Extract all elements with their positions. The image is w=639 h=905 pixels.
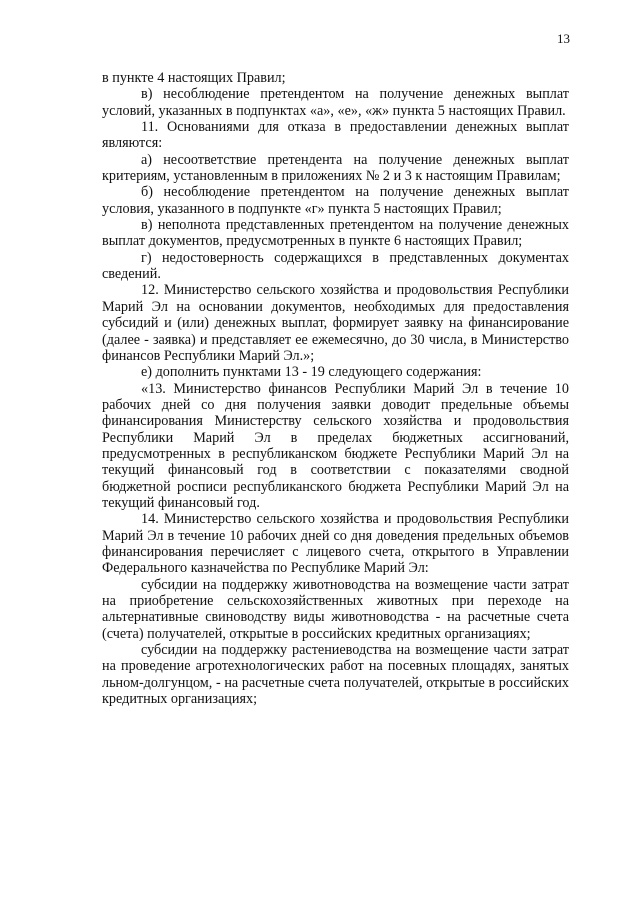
document-body	[102, 70, 569, 707]
paragraph-item-a: а) несоответствие претендента на получение денежных выплат критериям, установленным в приложениях № 2 и 3 к настоящим Правилам;	[102, 151, 569, 185]
paragraph-subsidy-crops: субсидии на поддержку растениеводства на возмещение части затрат на проведение агротехнологических работ на посевных площадях, занятых льном-долгунцом, - на расчетные счета получателей, открытые в российских кредитных организациях;	[102, 642, 569, 708]
paragraph-12: 12. Министерство сельского хозяйства и продовольствия Республики Марий Эл на основании документов, необходимых для предоставления субсидий и (или) денежных выплат, формирует заявку на финансирование (далее - заявка) и представляет ее ежемесячно, до 30 числа, в Министерство финансов Республики Марий Эл.»;	[102, 282, 569, 364]
paragraph-item-b: б) несоблюдение претендентом на получение денежных выплат условия, указанного в подпункте «г» пункта 5 настоящих Правил;	[102, 184, 569, 217]
paragraph-14: 14. Министерство сельского хозяйства и продовольствия Республики Марий Эл в течение 10 рабочих дней со дня доведения предельных объемов финансирования перечисляет с лицевого счета, открытого в Управлении Федерального казначейства по Республике Марий Эл:	[102, 511, 569, 577]
paragraph-item-g: г) недостоверность содержащихся в представленных документах сведений.	[102, 249, 569, 283]
paragraph-13: «13. Министерство финансов Республики Марий Эл в течение 10 рабочих дней со дня получения заявки доводит предельные объемы финансирования Министерству сельского хозяйства и продовольствия Республики Марий Эл в пределах бюджетных ассигнований, предусмотренных в республиканском бюджете Республики Марий Эл на текущий финансовый год в соответствии с показателями сводной бюджетной росписи республиканского бюджета Республики Марий Эл на текущий финансовый год.	[102, 380, 569, 511]
paragraph-item-v2: в) неполнота представленных претендентом на получение денежных выплат документов, предусмотренных в пункте 6 настоящих Правил;	[102, 217, 569, 250]
paragraph-item-v: в) несоблюдение претендентом на получение денежных выплат условий, указанных в подпунктах «а», «е», «ж» пункта 5 настоящих Правил.	[102, 86, 569, 119]
paragraph-continuation: в пункте 4 настоящих Правил;	[102, 70, 286, 86]
paragraph-subsidy-livestock: субсидии на поддержку животноводства на возмещение части затрат на приобретение сельскохозяйственных животных при переходе на альтернативные свиноводству виды животноводства - на расчетные счета (счета) получателей, открытые в российских кредитных организациях;	[102, 576, 569, 642]
page-number: 13	[557, 31, 570, 46]
paragraph-item-e: е) дополнить пунктами 13 - 19 следующего содержания:	[141, 364, 482, 381]
paragraph-11: 11. Основаниями для отказа в предоставлении денежных выплат являются:	[102, 119, 569, 152]
